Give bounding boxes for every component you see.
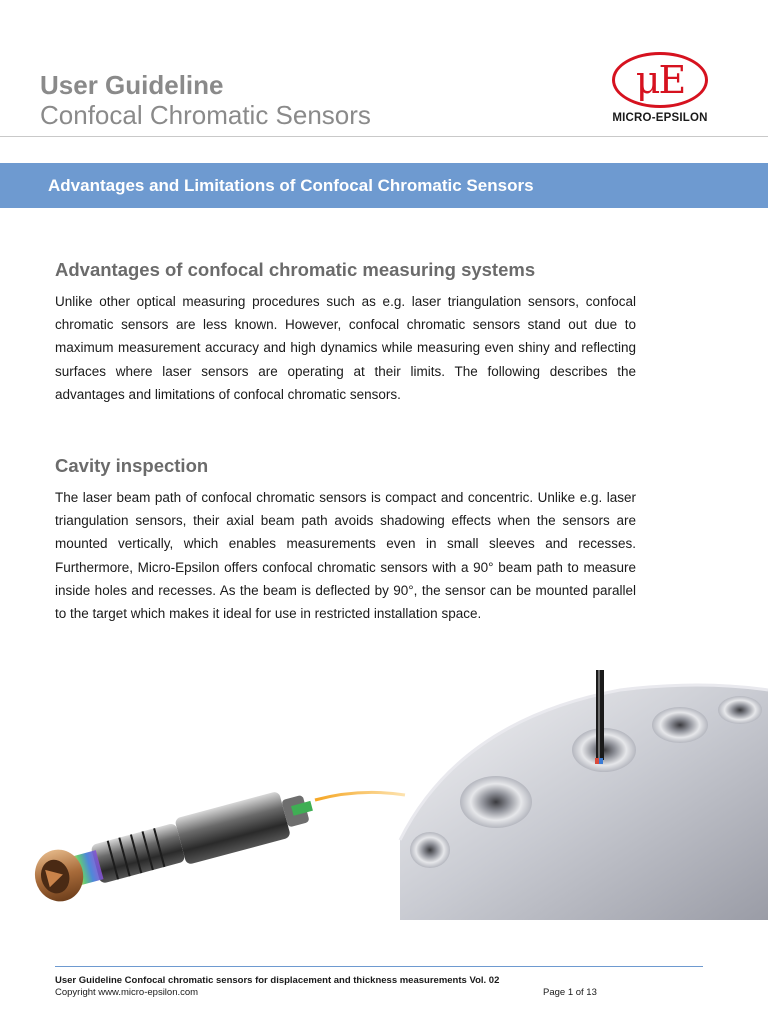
logo-glyph: μE — [635, 58, 685, 102]
fiber-cable — [315, 792, 405, 800]
section-banner — [0, 163, 768, 208]
document-title-line2: Confocal Chromatic Sensors — [40, 100, 371, 130]
document-title-line1: User Guideline — [40, 70, 224, 100]
logo-text: MICRO-EPSILON — [612, 112, 708, 124]
micro-epsilon-logo — [598, 52, 722, 128]
sensor-illustration — [0, 650, 768, 920]
section-heading: Cavity inspection — [55, 455, 209, 476]
footer-copyright: Copyright www.micro-epsilon.com — [55, 987, 199, 998]
vertical-probe — [595, 670, 604, 764]
section-cavity-inspection — [55, 455, 636, 625]
header-divider — [0, 136, 768, 137]
footer-title: User Guideline Confocal chromatic sensors for displacement and thickness measurements Vol. 02 — [55, 975, 500, 986]
section-heading: Advantages of confocal chromatic measuring systems — [55, 259, 536, 280]
section-advantages — [55, 259, 636, 406]
footer-divider — [55, 966, 703, 967]
perforated-disc — [400, 685, 768, 920]
section-body: The laser beam path of confocal chromatic sensors is compact and concentric. Unlike e.g. laser triangulation sensors, their axial beam path avoids shadowing effects when the sensors are mounted vertically, which enables measurements even in small sleeves and recesses. Furthermore, Micro-Epsilon offers confocal chromatic sensors with a 90° beam path to measure inside holes and recesses. As the beam is deflected by 90°, the sensor can be mounted parallel to the target which makes it ideal for use in restricted installation space. — [55, 490, 636, 622]
banner-title: Advantages and Limitations of Confocal Chromatic Sensors — [48, 176, 534, 195]
page-number: Page 1 of 13 — [543, 987, 597, 998]
section-body: Unlike other optical measuring procedures such as e.g. laser triangulation sensors, confocal chromatic sensors are less known. However, confocal chromatic sensors stand out due to maximum measurement accuracy and high dynamics while measuring even shiny and reflecting surfaces where laser sensors are operating at their limits. The following describes the advantages and limitations of confocal chromatic sensors. — [55, 294, 636, 402]
document-title — [40, 70, 371, 130]
confocal-sensor — [29, 783, 319, 907]
